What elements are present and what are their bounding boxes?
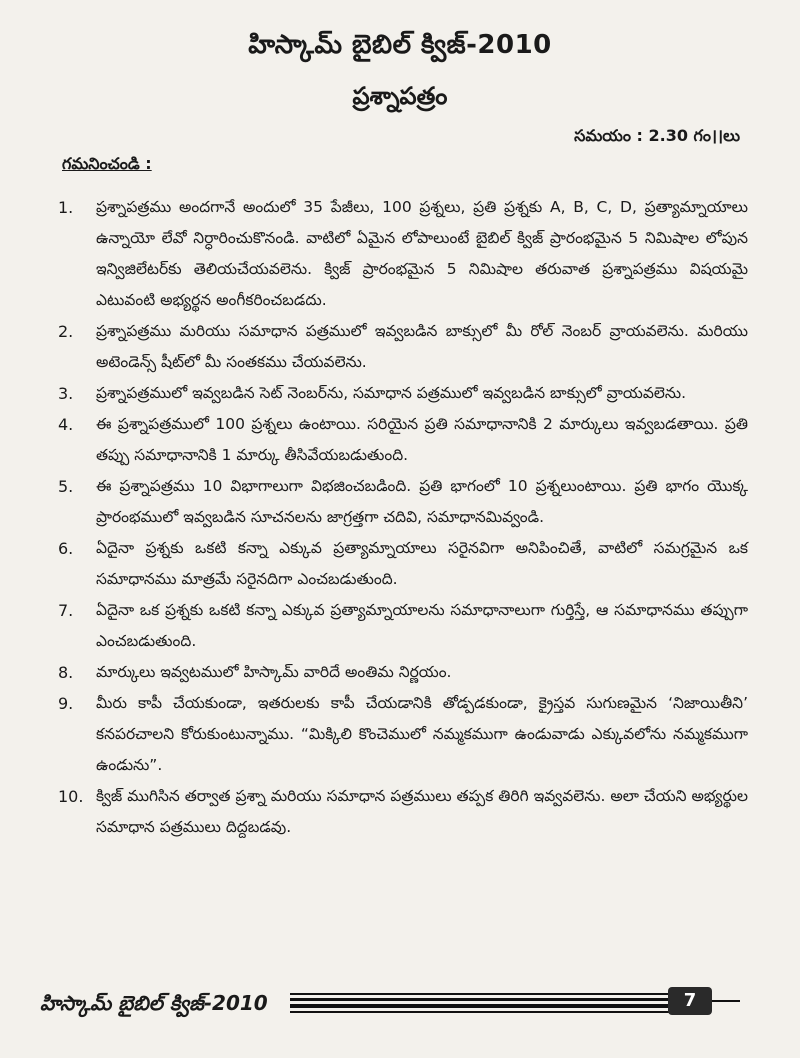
time-allowed: సమయం : 2.30 గం।।లు <box>574 126 740 145</box>
list-item <box>58 688 748 781</box>
item-number: 4. <box>58 415 74 434</box>
item-text: ఏదైనా ఒక ప్రశ్నకు ఒకటి కన్నా ఎక్కువ ప్రత్యామ్నాయాలను సమాధానాలుగా గుర్తిస్తే, ఆ సమాధానము తప్పుగా ఎంచబడుతుంది. <box>96 601 748 650</box>
item-number: 2. <box>58 322 74 341</box>
item-number: 3. <box>58 384 74 403</box>
list-item <box>58 471 748 533</box>
item-number: 8. <box>58 663 74 682</box>
item-text: ప్రశ్నాపత్రము మరియు సమాధాన పత్రములో ఇవ్వబడిన బాక్సులో మీ రోల్ నెంబర్ వ్రాయవలెను. మరియు అటెండెన్స్ షీట్‌లో మీ సంతకము చేయవలెను. <box>96 322 748 371</box>
item-text: మార్కులు ఇవ్వటములో హిస్కామ్ వారిదే అంతిమ నిర్ణయం. <box>96 663 452 681</box>
item-text: ఈ ప్రశ్నాపత్రము 10 విభాగాలుగా విభజించబడింది. ప్రతి భాగంలో 10 ప్రశ్నలుంటాయి. ప్రతి భాగం యొక్క ప్రారంభములో ఇవ్వబడిన సూచనలను జాగ్రత్తగా చదివి, సమాధానమివ్వండి. <box>96 477 748 526</box>
list-item <box>58 533 748 595</box>
page-number: 7 <box>668 987 712 1015</box>
page-subtitle: ప్రశ్నాపత్రం <box>352 82 448 110</box>
footer-rule <box>712 1000 740 1002</box>
list-item <box>58 192 748 316</box>
page-footer <box>40 985 740 1025</box>
item-text: మీరు కాపీ చేయకుండా, ఇతరులకు కాపీ చేయడానికి తోడ్పడకుండా, క్రైస్తవ సుగుణమైన ‘నిజాయితీని’ కనపరచాలని కోరుకుంటున్నాము. “మిక్కిలి కొంచెములో నమ్మకముగా ఉండువాడు ఎక్కువలోను నమ్మకముగా ఉండును”. <box>96 694 748 774</box>
item-number: 5. <box>58 477 74 496</box>
list-item <box>58 316 748 378</box>
item-text: క్విజ్ ముగిసిన తర్వాత ప్రశ్నా మరియు సమాధాన పత్రములు తప్పక తిరిగి ఇవ్వవలెను. అలా చేయని అభ్యర్థుల సమాధాన పత్రములు దిద్దబడవు. <box>96 787 748 836</box>
item-text: ప్రశ్నాపత్రములో ఇవ్వబడిన సెట్ నెంబర్‌ను, సమాధాన పత్రములో ఇవ్వబడిన బాక్సులో వ్రాయవలెను. <box>96 384 687 402</box>
item-number: 9. <box>58 694 74 713</box>
footer-title: హిస్కామ్ బైబిల్ క్విజ్-2010 <box>40 991 268 1015</box>
item-number: 1. <box>58 198 74 217</box>
item-text: ప్రశ్నాపత్రము అందగానే అందులో 35 పేజీలు, 100 ప్రశ్నలు, ప్రతి ప్రశ్నకు A, B, C, D, ప్రత్యామ్నాయాలు ఉన్నాయో లేవో నిర్ధారించుకొనండి. వాటిలో ఏమైన లోపాలుంటే బైబిల్ క్విజ్ ప్రారంభమైన 5 నిమిషాల లోపున ఇన్విజిలేటర్‌కు తెలియచేయవలెను. క్విజ్ ప్రారంభమైన 5 నిమిషాల తరువాత ప్రశ్నాపత్రము విషయమై ఎటువంటి అభ్యర్థన అంగీకరించబడదు. <box>96 198 748 309</box>
list-item <box>58 781 748 843</box>
page-title: హిస్కామ్ బైబిల్ క్విజ్-2010 <box>248 30 552 60</box>
item-text: ఈ ప్రశ్నాపత్రములో 100 ప్రశ్నలు ఉంటాయి. సరియైన ప్రతి సమాధానానికి 2 మార్కులు ఇవ్వబడతాయి. ప్రతి తప్పు సమాధానానికి 1 మార్కు తీసివేయబడుతుంది. <box>96 415 748 464</box>
footer-rule <box>290 1004 710 1008</box>
list-item <box>58 657 748 688</box>
footer-rule <box>290 993 710 995</box>
footer-rule <box>290 1011 710 1013</box>
notes-heading: గమనించండి : <box>62 154 152 173</box>
item-number: 6. <box>58 539 74 558</box>
footer-rule <box>290 998 710 1001</box>
list-item <box>58 595 748 657</box>
instructions-list <box>58 192 748 843</box>
item-number: 10. <box>58 787 84 806</box>
list-item <box>58 378 748 409</box>
list-item <box>58 409 748 471</box>
item-number: 7. <box>58 601 74 620</box>
item-text: ఏదైనా ప్రశ్నకు ఒకటి కన్నా ఎక్కువ ప్రత్యామ్నాయాలు సరైనవిగా అనిపించితే, వాటిలో సమగ్రమైన ఒక సమాధానము మాత్రమే సరైనదిగా ఎంచబడుతుంది. <box>96 539 748 588</box>
